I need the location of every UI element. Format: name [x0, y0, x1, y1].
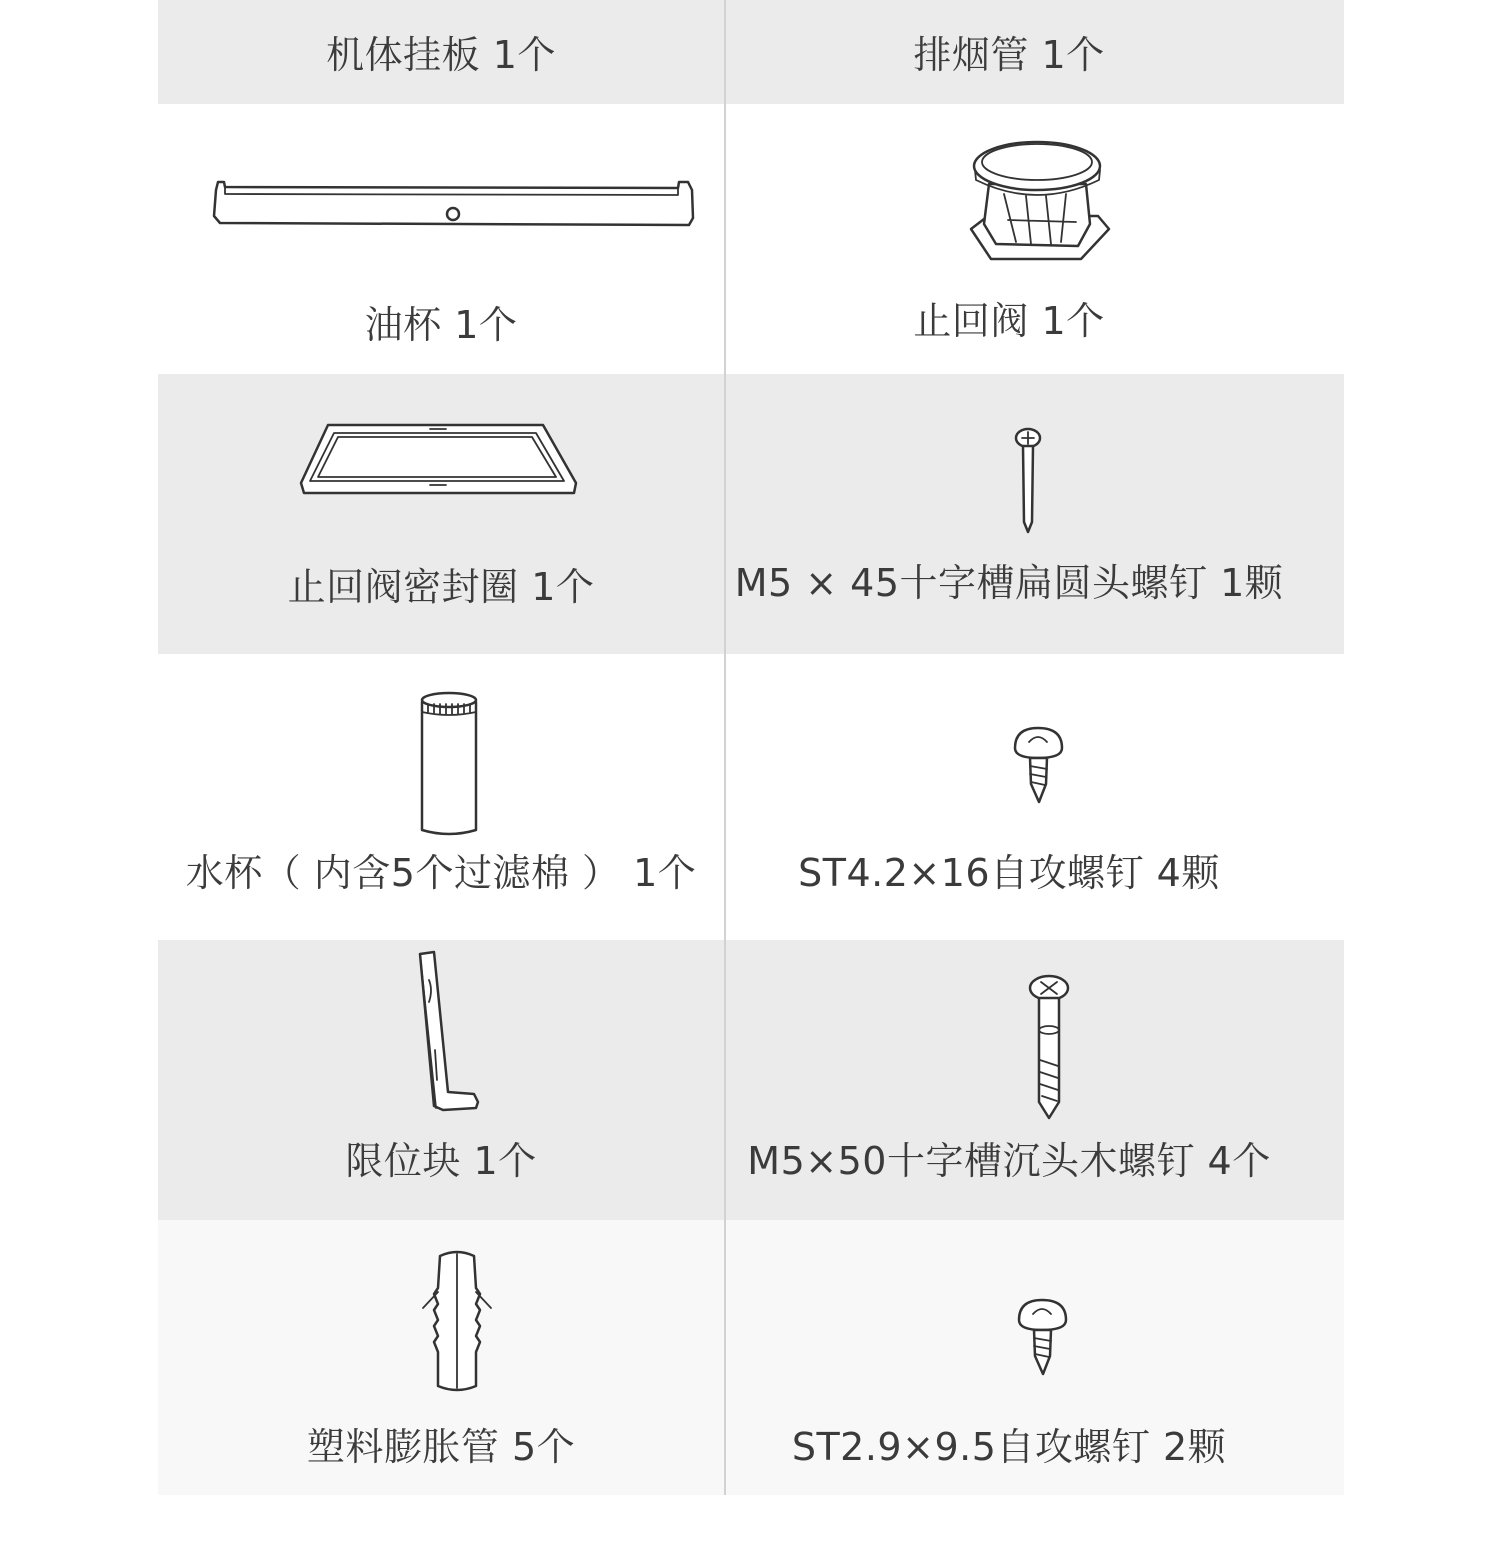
parts-row	[158, 104, 1344, 374]
mounting-bar-icon	[158, 174, 724, 234]
part-cell	[726, 940, 1292, 1220]
part-label-water-cup: 水杯（ 内含5个过滤棉 ） 1个	[185, 851, 697, 895]
part-label-plastic-anchor: 塑料膨胀管 5个	[306, 1425, 576, 1469]
pan-head-screw-icon	[726, 424, 1292, 536]
part-cell	[726, 1220, 1292, 1495]
countersunk-wood-screw-icon	[726, 972, 1292, 1122]
limit-block-icon	[158, 950, 724, 1112]
part-cell	[726, 0, 1292, 104]
self-tapping-screw-icon	[726, 724, 1292, 808]
part-cell	[158, 374, 724, 654]
part-label-m5x50-screw: M5×50十字槽沉头木螺钉 4个	[747, 1139, 1271, 1183]
part-cell	[158, 0, 724, 104]
part-label-pan-head-screw: M5 × 45十字槽扁圆头螺钉 1颗	[734, 561, 1284, 605]
water-cup-icon	[158, 690, 724, 836]
part-label-limit-block: 限位块 1个	[345, 1139, 537, 1183]
part-cell	[158, 940, 724, 1220]
part-label-check-valve-seal: 止回阀密封圈 1个	[287, 565, 595, 609]
exhaust-pipe-icon	[726, 124, 1292, 264]
column-divider	[724, 0, 726, 1495]
part-label-exhaust-pipe: 排烟管 1个	[913, 33, 1105, 77]
parts-row	[158, 1220, 1344, 1495]
parts-row	[158, 654, 1344, 940]
part-cell	[726, 104, 1292, 374]
part-label-st29-screw: ST2.9×9.5自攻螺钉 2颗	[791, 1425, 1227, 1469]
part-cell	[158, 654, 724, 940]
part-label-mounting-plate: 机体挂板 1个	[326, 33, 556, 77]
parts-row	[158, 374, 1344, 654]
part-label-oil-cup: 油杯 1个	[364, 303, 518, 347]
parts-row	[158, 940, 1344, 1220]
part-cell	[158, 104, 724, 374]
small-self-tapping-screw-icon	[726, 1296, 1292, 1380]
part-cell	[158, 1220, 724, 1495]
parts-row	[158, 0, 1344, 104]
part-label-check-valve: 止回阀 1个	[913, 299, 1105, 343]
part-label-st42-screw: ST4.2×16自攻螺钉 4颗	[798, 851, 1220, 895]
plastic-anchor-icon	[158, 1248, 724, 1396]
part-cell	[726, 374, 1292, 654]
oil-cup-tray-icon	[158, 419, 724, 504]
part-cell	[726, 654, 1292, 940]
